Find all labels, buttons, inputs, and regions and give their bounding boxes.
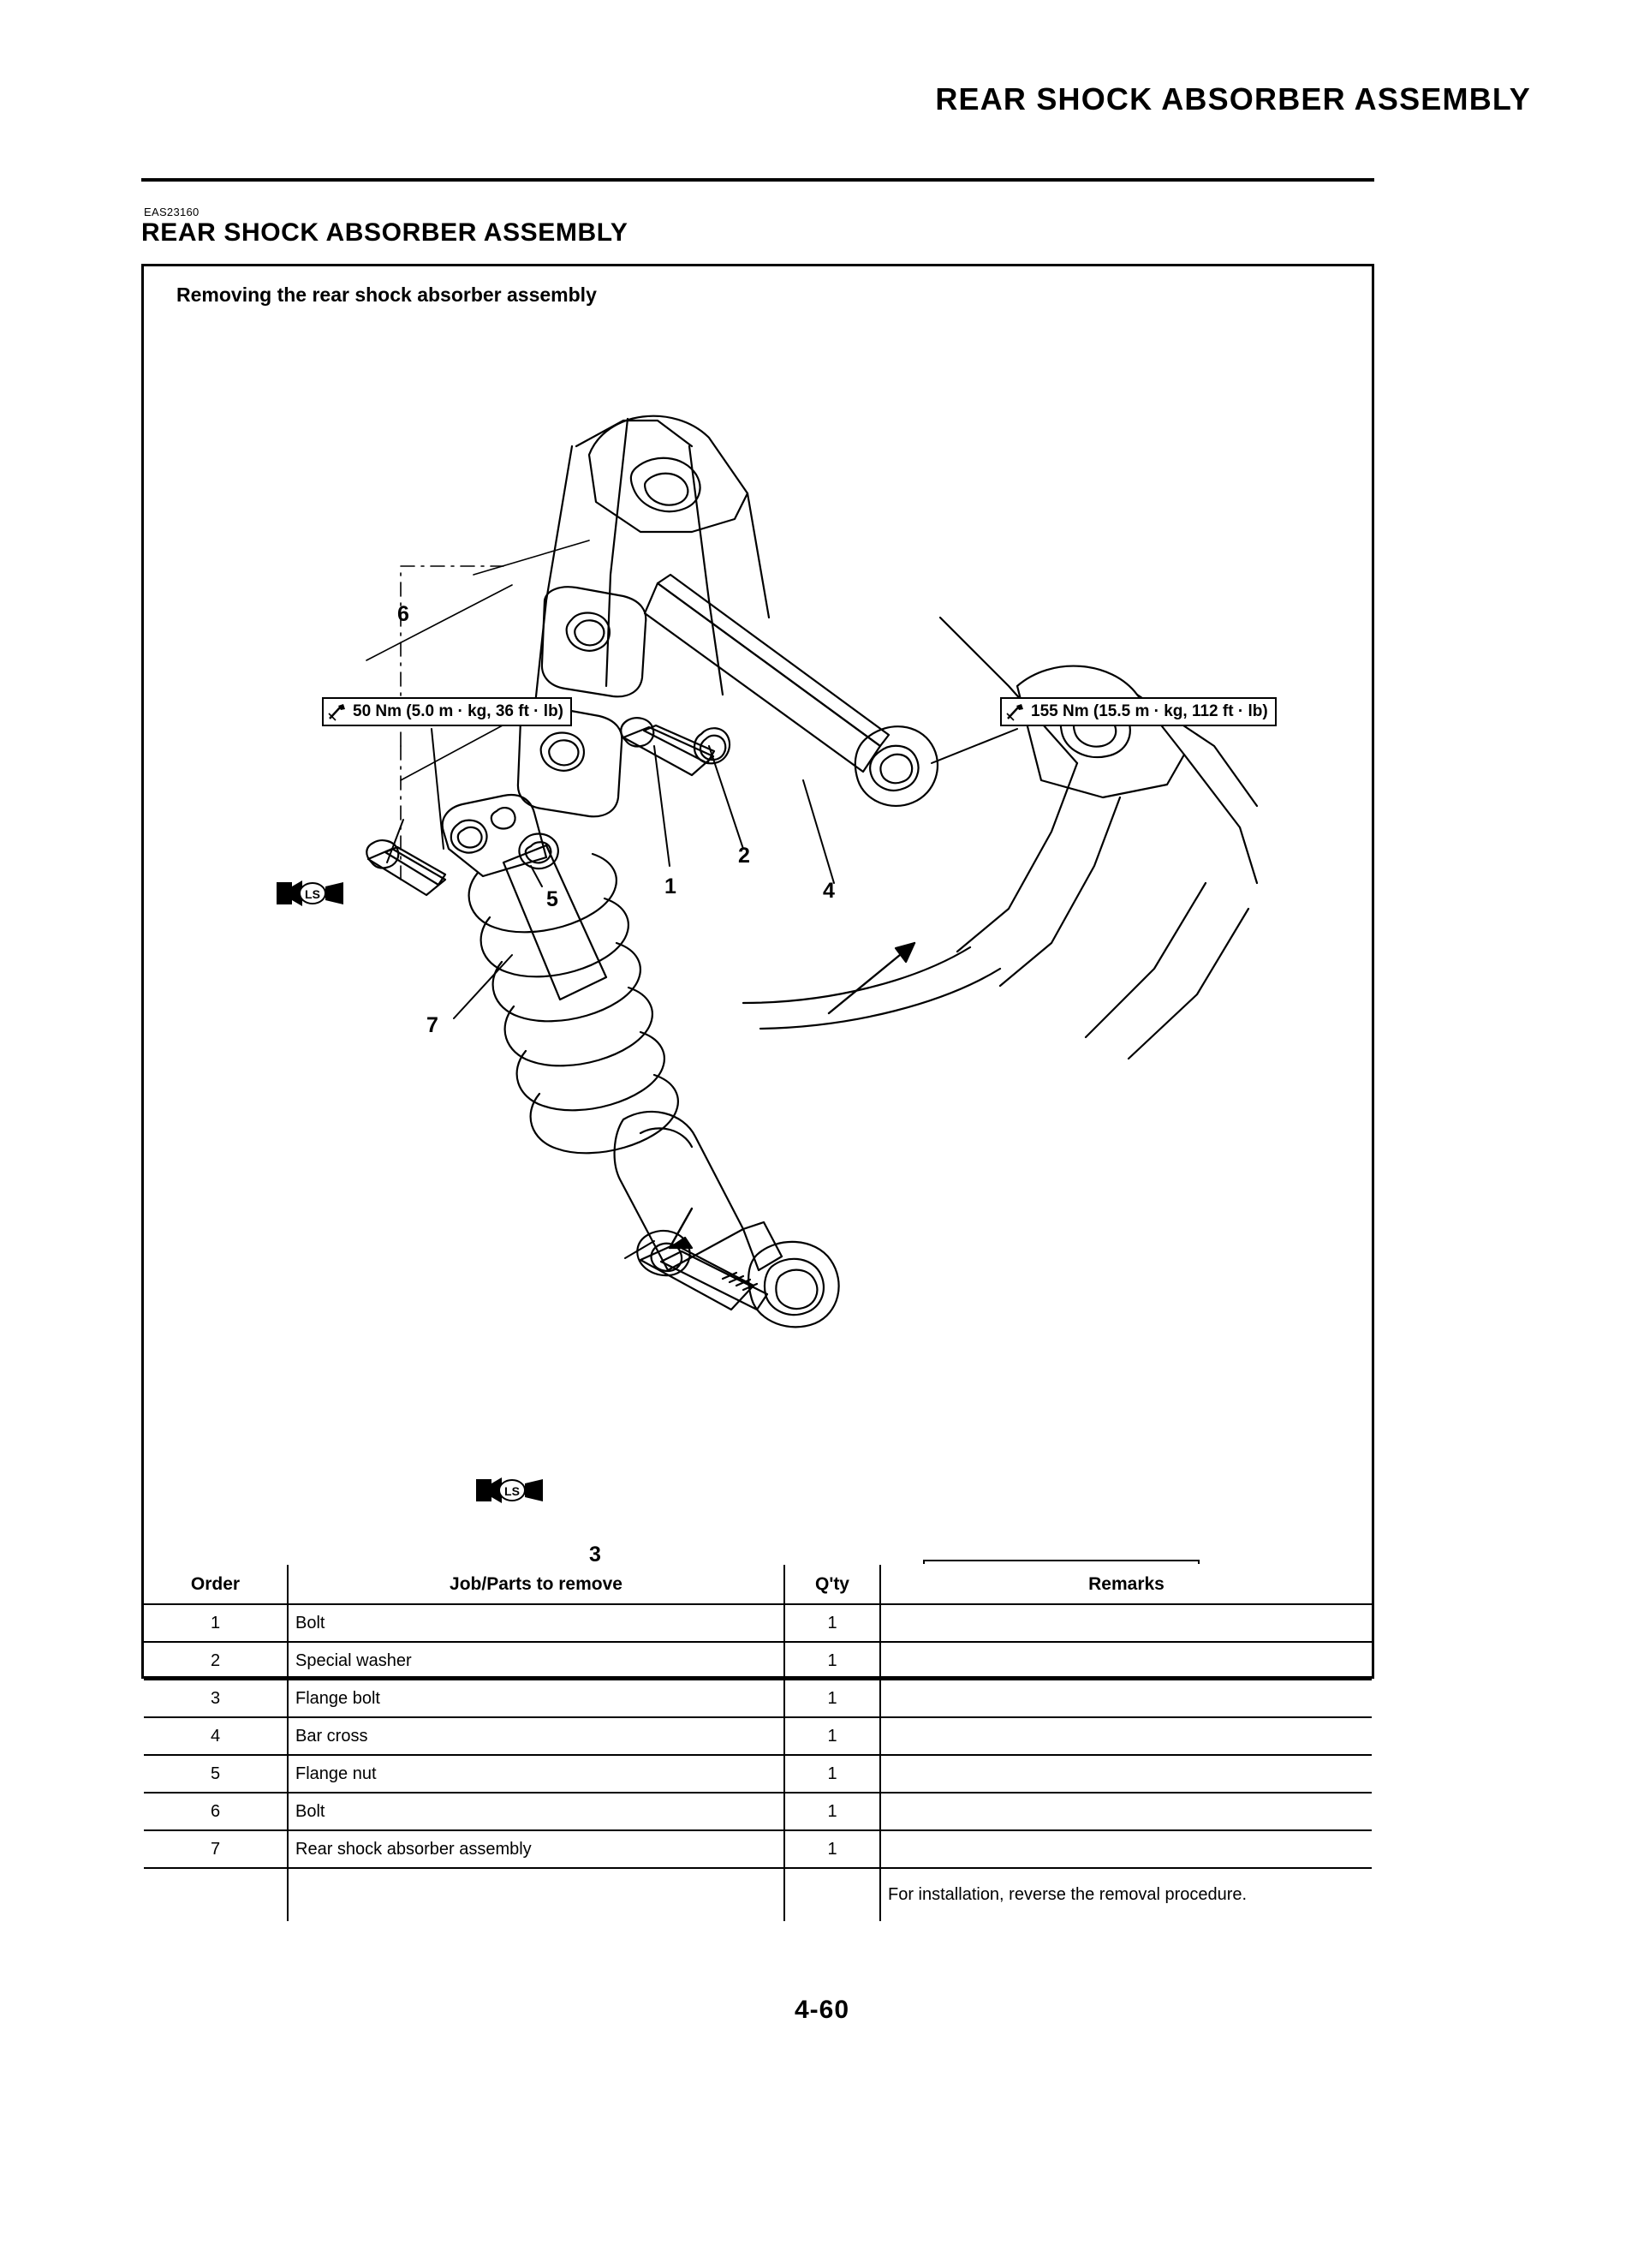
cell-job: Flange nut: [288, 1755, 784, 1793]
torque-spec-3: [923, 1560, 1200, 1564]
cell-remarks: [880, 1642, 1372, 1680]
cell-job: Flange bolt: [288, 1680, 784, 1717]
table-row: [144, 1755, 1372, 1793]
cell-remarks: [880, 1680, 1372, 1717]
ls-lubricant-mark: [476, 1476, 543, 1505]
header-remarks: Remarks: [880, 1565, 1372, 1604]
torque-wrench-icon: [327, 701, 348, 722]
procedure-box: [141, 264, 1374, 1904]
callout-7: 7: [426, 1013, 438, 1037]
section-title: REAR SHOCK ABSORBER ASSEMBLY: [141, 218, 628, 247]
cell-order: 7: [144, 1830, 288, 1868]
cell-order: [144, 1868, 288, 1921]
table-row: [144, 1793, 1372, 1830]
svg-text:LS: LS: [305, 887, 320, 901]
cell-qty: 1: [784, 1755, 880, 1793]
table-row: [144, 1604, 1372, 1642]
cell-remarks: [880, 1604, 1372, 1642]
cell-qty: 1: [784, 1717, 880, 1755]
header-divider: [141, 178, 1374, 182]
subsection-title: Removing the rear shock absorber assembly: [176, 284, 597, 306]
table-row: [144, 1680, 1372, 1717]
callout-2: 2: [738, 844, 750, 868]
cell-order: 1: [144, 1604, 288, 1642]
cell-qty: 1: [784, 1604, 880, 1642]
callout-1: 1: [664, 874, 676, 898]
cell-job: [288, 1868, 784, 1921]
cell-job: Bolt: [288, 1793, 784, 1830]
table-row: [144, 1717, 1372, 1755]
cell-remarks: [880, 1755, 1372, 1793]
exploded-view-diagram: [144, 318, 1372, 1564]
torque-spec-2: [1000, 697, 1277, 726]
table-note-row: [144, 1868, 1372, 1921]
table-header-row: [144, 1565, 1372, 1604]
running-head: REAR SHOCK ABSORBER ASSEMBLY: [935, 81, 1531, 116]
table-row: [144, 1830, 1372, 1868]
cell-qty: 1: [784, 1680, 880, 1717]
cell-remarks-note: For installation, reverse the removal procedure.: [880, 1868, 1372, 1921]
header-qty: Q'ty: [784, 1565, 880, 1604]
cell-remarks: [880, 1717, 1372, 1755]
cell-qty: 1: [784, 1830, 880, 1868]
cell-order: 4: [144, 1717, 288, 1755]
cell-job: Bolt: [288, 1604, 784, 1642]
eas-reference-code: EAS23160: [144, 206, 200, 218]
callout-3: 3: [589, 1543, 601, 1564]
ls-lubricant-mark: [277, 879, 343, 908]
cell-remarks: [880, 1830, 1372, 1868]
cell-qty: [784, 1868, 880, 1921]
cell-order: 3: [144, 1680, 288, 1717]
parts-table: [144, 1565, 1372, 1921]
callout-6: 6: [397, 602, 409, 626]
svg-text:LS: LS: [504, 1484, 520, 1498]
table-row: [144, 1642, 1372, 1680]
cell-job: Special washer: [288, 1642, 784, 1680]
torque-spec-2-text: 155 Nm (15.5 m · kg, 112 ft · lb): [1031, 702, 1268, 720]
cell-order: 5: [144, 1755, 288, 1793]
cell-qty: 1: [784, 1793, 880, 1830]
cell-job: Rear shock absorber assembly: [288, 1830, 784, 1868]
diagram-artwork: [144, 318, 1372, 1564]
torque-spec-1-text: 50 Nm (5.0 m · kg, 36 ft · lb): [353, 702, 563, 720]
cell-qty: 1: [784, 1642, 880, 1680]
cell-order: 6: [144, 1793, 288, 1830]
cell-order: 2: [144, 1642, 288, 1680]
torque-wrench-icon: [1005, 701, 1026, 722]
callout-5: 5: [546, 887, 558, 911]
torque-spec-1: [322, 697, 572, 726]
page-number: 4-60: [794, 1996, 850, 2024]
cell-remarks: [880, 1793, 1372, 1830]
header-order: Order: [144, 1565, 288, 1604]
header-job: Job/Parts to remove: [288, 1565, 784, 1604]
cell-job: Bar cross: [288, 1717, 784, 1755]
callout-4: 4: [823, 879, 835, 903]
